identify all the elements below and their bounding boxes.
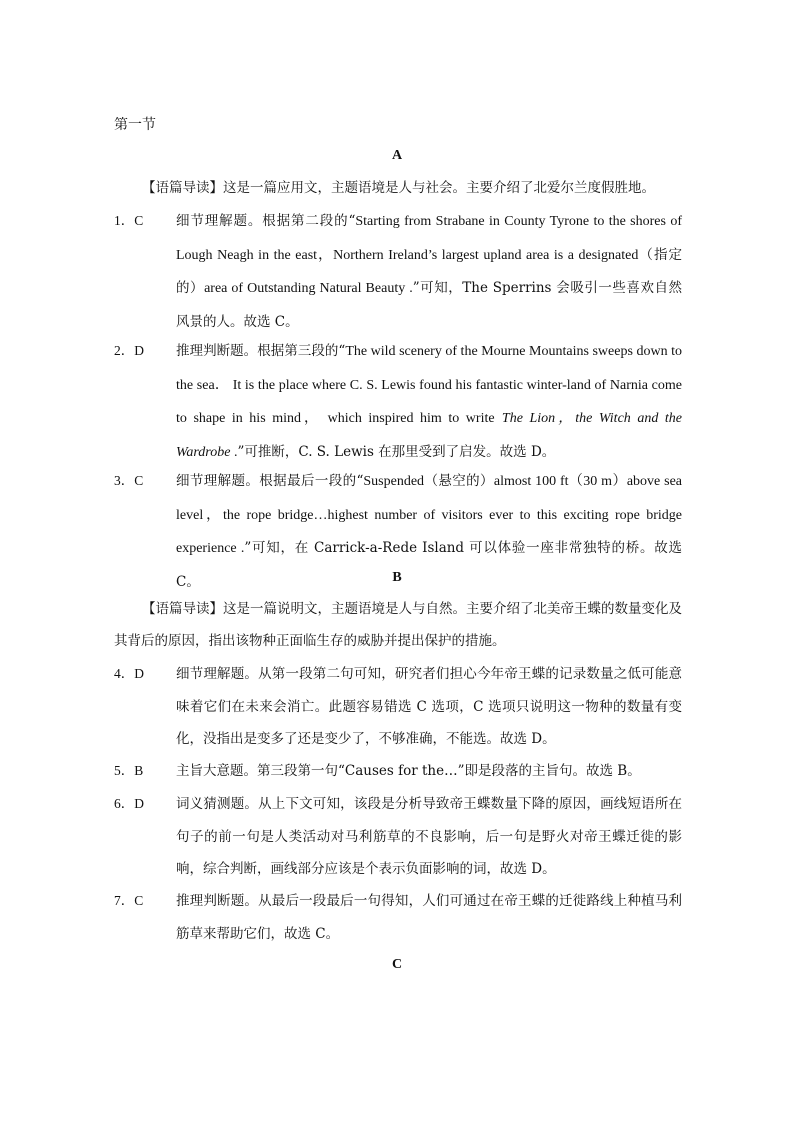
explanation-suffix: ”可推断，C. S. Lewis 在那里受到了启发。故选 D。: [237, 443, 556, 460]
answer-explanation: [176, 205, 682, 338]
part-b-heading: B: [392, 570, 402, 585]
book-title: The Lion，the Witch and the Wardrobe: [176, 411, 682, 460]
answer-number: 4．D: [114, 666, 144, 681]
answer-explanation: 主旨大意题。第三段第一句“Causes for the…”即是段落的主旨句。故选 B。: [176, 763, 641, 779]
section-title: 第一节: [114, 117, 156, 133]
gloss: （指定的）: [176, 246, 682, 297]
part-a-heading: A: [391, 148, 403, 163]
quoted-text-end: .: [230, 444, 238, 460]
quoted-text: The wild scenery of the Mourne Mountains sweeps down to the sea． It is the place where C. S. Lewis found his fantastic winter-land of Narnia come to shape in his mind， which inspired him to write: [176, 344, 682, 427]
answer-item-1: [114, 205, 682, 338]
answer-number: 1．C: [114, 213, 144, 228]
answer-explanation: 细节理解题。从第一段第二句可知，研究者们担心今年帝王蝶的记录数量之低可能意味着它们在未来会消亡。此题容易错选 C 选项，C 选项只说明这一物种的数量有变化，没指出是变多了还是变少了，不够准确，不能选。故选 D。: [176, 666, 682, 748]
quoted-text-cont: almost 100 ft（30 m）above sea level，the rope bridge…highest number of visitors ever to this exciting rope bridge experience .: [176, 474, 683, 557]
answer-number: 7．C: [114, 893, 144, 908]
answer-number: 3．C: [114, 473, 144, 488]
explanation-prefix: 细节理解题。根据最后一段的“: [176, 473, 364, 489]
answer-item-7: [114, 885, 682, 950]
answer-number: 6．D: [114, 796, 144, 811]
part-c-heading: C: [391, 957, 403, 972]
answer-number: 2．D: [114, 343, 144, 358]
answer-explanation: 推理判断题。从最后一段最后一句得知，人们可通过在帝王蝶的迁徙路线上种植马利筋草来帮助它们，故选 C。: [176, 893, 682, 942]
quoted-text: Suspended: [363, 474, 425, 489]
answer-explanation: 词义猜测题。从上下文可知，该段是分析导致帝王蝶数量下降的原因，画线短语所在句子的前一句是人类活动对马利筋草的不良影响，后一句是野火对帝王蝶迁徙的影响，综合判断，画线部分应该是个表示负面影响的词，故选 D。: [176, 796, 682, 878]
quoted-text-cont: area of Outstanding Natural Beauty .: [204, 281, 413, 297]
explanation-prefix: 细节理解题。根据第二段的“: [176, 213, 356, 229]
part-a-intro: [114, 172, 682, 204]
quoted-text: Starting from Strabane in County Tyrone to the shores of Lough Neagh in the east，Northern Ireland’s largest upland area is a designated: [176, 214, 682, 263]
part-b-intro-text: 【语篇导读】这是一篇说明文，主题语境是人与自然。主要介绍了北美帝王蝶的数量变化及其背后的原因，指出该物种正面临生存的威胁并提出保护的措施。: [114, 601, 682, 649]
explanation-suffix: ”可知，在 Carrick-a-Rede Island 可以体验一座非常独特的桥。故选 C。: [176, 540, 682, 590]
answer-item-4: [114, 658, 682, 756]
answer-item-6: [114, 788, 682, 886]
answer-item-2: [114, 335, 682, 469]
part-b-intro: [114, 593, 682, 657]
answer-number: 5．B: [114, 763, 144, 778]
answer-item-5: [114, 755, 682, 788]
gloss: （悬空的）: [424, 473, 494, 489]
explanation-suffix: ”可知，The Sperrins 会吸引一些喜欢自然风景的人。故选 C。: [176, 280, 683, 330]
part-a-intro-text: 【语篇导读】这是一篇应用文，主题语境是人与社会。主要介绍了北爱尔兰度假胜地。: [142, 180, 655, 196]
explanation-prefix: 推理判断题。根据第三段的“: [176, 343, 346, 359]
answer-explanation: [176, 335, 682, 469]
